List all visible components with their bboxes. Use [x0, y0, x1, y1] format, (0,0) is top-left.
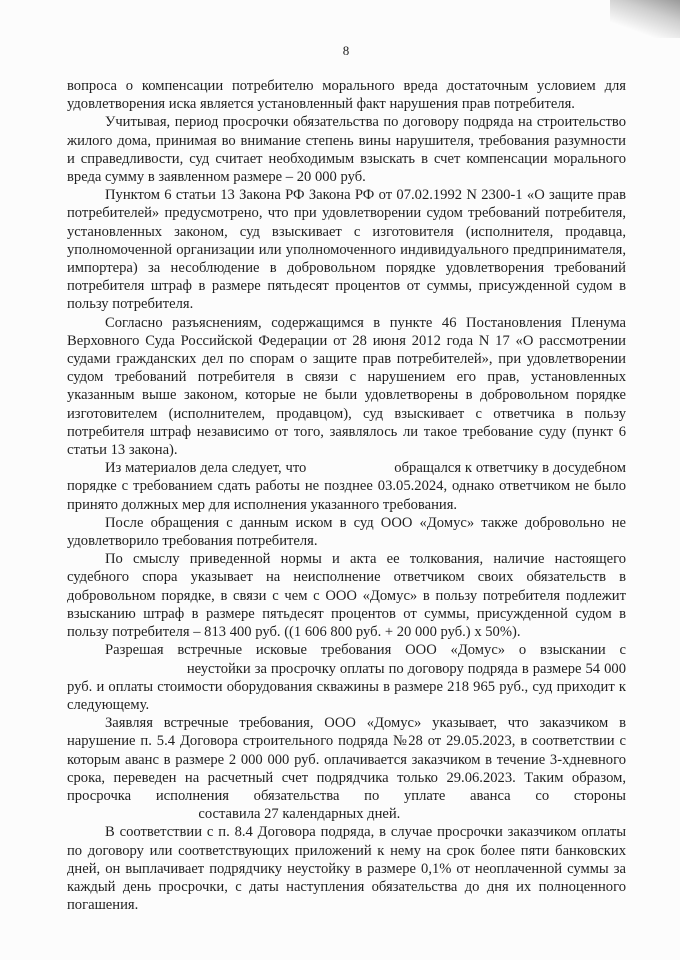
paragraph-text-part: обращался к ответчику в досудебном порядке с требованием сдать работы не позднее 03.05.2024, однако ответчиком не было принято должных мер для исполнения указанного требования. [67, 460, 626, 513]
paragraph-moral-damage-condition: вопроса о компенсации потребителю морального вреда достаточным условием для удовлетворения иска является установленный факт нарушения прав потребителя. [67, 78, 626, 113]
paragraph-advance-delay [67, 714, 626, 823]
paragraph-text-part: Из материалов дела следует, что [105, 460, 307, 477]
page-number: 8 [342, 43, 350, 58]
redacted-name [67, 806, 198, 822]
document-body [67, 77, 626, 914]
paragraph-no-voluntary-satisfaction: После обращения с данным иском в суд ООО «Домус» также добровольно не удовлетворило требования потребителя. [67, 514, 626, 550]
redacted-name [67, 661, 187, 677]
paragraph-plenum-clarification: Согласно разъяснениям, содержащимся в пункте 46 Постановления Пленума Верховного Суда Российской Федерации от 28 июня 2012 года N 17 «О рассмотрении судами гражданских дел по спорам о защите прав потребителей», при удовлетворении судом требований потребителя в связи с нарушением его прав, установленных указанным выше законом, которые не были удовлетворены в добровольном порядке изготовителем (исполнителем, продавцом), суд взыскивает с ответчика в пользу потребителя штраф независимо от того, заявлялось ли такое требование суду (пункт 6 статьи 13 закона). [67, 314, 626, 459]
paragraph-text-part: составила 27 календарных дней. [198, 806, 401, 823]
paragraph-text-part: неустойки за просрочку оплаты по договору подряда в размере 54 000 руб. и оплаты стоимости оборудования скважины в размере 218 965 руб., суд приходит к следующему. [67, 660, 626, 713]
paragraph-contract-penalty-clause: В соответствии с п. 8.4 Договора подряда, в случае просрочки заказчиком оплаты по договору или соответствующих приложений к нему на срок более пяти банковских дней, он выплачивает подрядчику неустойку в размере 0,1% от неоплаченной суммы за каждый день просрочки, с даты наступления обязательства до дня их полноценного погашения. [67, 824, 626, 914]
paragraph-fine-calculation: По смыслу приведенной нормы и акта ее толкования, наличие настоящего судебного спора указывает на неисполнение ответчиком своих обязательств в добровольном порядке, в связи с чем с ООО «Домус» в пользу потребителя подлежит взысканию штраф в размере пятьдесят процентов от суммы, присужденной судом в пользу потребителя – 813 400 руб. ((1 606 800 руб. + 20 000 руб.) х 50%). [67, 551, 626, 641]
paragraph-text-part: Заявляя встречные требования, ООО «Домус» указывает, что заказчиком в нарушение п. 5.4 Договора строительного подряда №28 от 29.05.2023, в соответствии с которым аванс в размере 2 000 000 руб. оплачивается заказчиком в течение 3-хдневного срока, переведен на расчетный счет подрядчика только 29.06.2023. Таким образом, просрочка исполнения обязательства по уплате аванса со стороны [67, 715, 626, 804]
redacted-name [306, 460, 394, 476]
paragraph-text-part: Разрешая встречные исковые требования ООО «Домус» о взыскании с [105, 642, 626, 659]
paragraph-pretrial-claim [67, 459, 626, 514]
folded-corner-shadow [610, 0, 680, 38]
paragraph-moral-damage-award: Учитывая, период просрочки обязательства по договору подряда на строительство жилого дома, принимая во внимание степень вины нарушителя, требования разумности и справедливости, суд считает необходимым взыскать в счет компенсации морального вреда сумму в заявленном размере – 20 000 руб. [67, 114, 626, 186]
paragraph-counterclaim-intro [67, 641, 626, 714]
paragraph-law-article-13: Пунктом 6 статьи 13 Закона РФ Закона РФ от 07.02.1992 N 2300-1 «О защите прав потребителей» предусмотрено, что при удовлетворении судом требований потребителя, установленных законом, суд взыскивает с изготовителя (исполнителя, продавца, уполномоченной организации или уполномоченного индивидуального предпринимателя, импортера) за несоблюдение в добровольном порядке удовлетворения требований потребителя штраф в размере пятьдесят процентов от суммы, присужденной судом в пользу потребителя. [67, 187, 626, 313]
